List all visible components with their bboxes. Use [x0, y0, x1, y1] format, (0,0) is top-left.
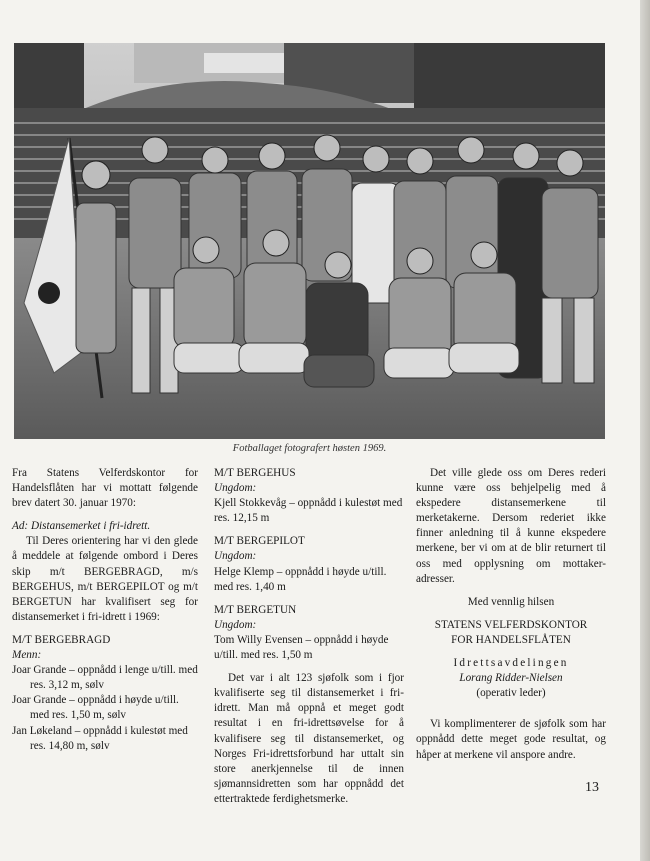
category-label: Ungdom:	[214, 482, 257, 495]
intro-paragraph: Fra Statens Velferdskontor for Handelsflåten har vi mottatt følgende brev datert 30. januar 1970:	[12, 467, 198, 510]
department-name: Idrettsavdelingen	[453, 657, 569, 670]
signer-name: Lorang Ridder-Nielsen	[459, 672, 563, 685]
ship-heading-bergebragd: M/T BERGEBRAGD	[12, 633, 111, 646]
team-photo	[14, 43, 605, 439]
entry-item: Jan Løkeland – oppnådd i kulestøt med res. 14,80 m, sølv	[12, 724, 188, 752]
signer-title: (operativ leder)	[476, 687, 546, 700]
request-paragraph: Det ville glede oss om Deres rederi kunne være oss behjelpelig med å ekspedere distansemerkene til merketakerne. Dersom rederiet ikke finner anledning til å kunne ekspedere merkene, ber vi om at de blir returnert til oss med opplysning om mottaker-adresser.	[416, 467, 606, 585]
category-label: Ungdom:	[214, 550, 257, 563]
column-middle	[214, 466, 404, 807]
column-right	[416, 466, 606, 763]
category-label: Menn:	[12, 649, 42, 662]
greeting: Med vennlig hilsen	[467, 595, 555, 608]
entry-item: Tom Willy Evensen – oppnådd i høyde u/till. med res. 1,50 m	[214, 633, 389, 662]
page-number: 13	[585, 780, 599, 795]
photo-caption: Fotballaget fotografert høsten 1969.	[232, 443, 387, 454]
photo-illustration	[14, 43, 605, 439]
column-left	[12, 466, 198, 754]
compliment-paragraph: Vi komplimenterer de sjøfolk som har oppnådd dette meget gode resultat, og håper at merkene vil anspore andre.	[416, 718, 606, 761]
category-label: Ungdom:	[214, 618, 257, 631]
ship-heading-bergehus: M/T BERGEHUS	[214, 467, 296, 479]
entry-item: Joar Grande – oppnådd i høyde u/till. med res. 1,50 m, sølv	[12, 694, 179, 722]
organization-line-2: FOR HANDELSFLÅTEN	[451, 633, 571, 646]
letter-body: Til Deres orientering har vi den glede å meddele at følgende ombord i Deres skip m/t BERGEBRAGD, m/s BERGEHUS, m/t BERGEPILOT og m/t BERGETUN har kvalifisert seg for distansemerket i fri-idrett i 1969:	[12, 535, 198, 623]
closing-paragraph: Det var i alt 123 sjøfolk som i fjor kvalifiserte seg til distansemerket i fri-idrett. Man må oppnå et meget godt resultat i en fri-idrettsøvelse for å kvalifisere seg til distansemerket, og Norges Fri-idrettsforbund har uttalt sin store anerkjennelse til de innen sjømannsidretten som har oppnådd det ettertraktede ferdighetsmerke.	[214, 672, 404, 805]
ship-heading-bergetun: M/T BERGETUN	[214, 603, 297, 616]
subject-line: Ad: Distansemerket i fri-idrett.	[12, 520, 151, 533]
organization-line-1: STATENS VELFERDSKONTOR	[434, 618, 588, 631]
ship-heading-bergepilot: M/T BERGEPILOT	[214, 535, 305, 548]
entry-item: Joar Grande – oppnådd i lenge u/till. med res. 3,12 m, sølv	[12, 664, 198, 692]
page-edge	[640, 0, 650, 861]
entry-item: Helge Klemp – oppnådd i høyde u/till. med res. 1,40 m	[214, 565, 387, 593]
entry-item: Kjell Stokkevåg – oppnådd i kulestøt med res. 12,15 m	[214, 497, 403, 525]
